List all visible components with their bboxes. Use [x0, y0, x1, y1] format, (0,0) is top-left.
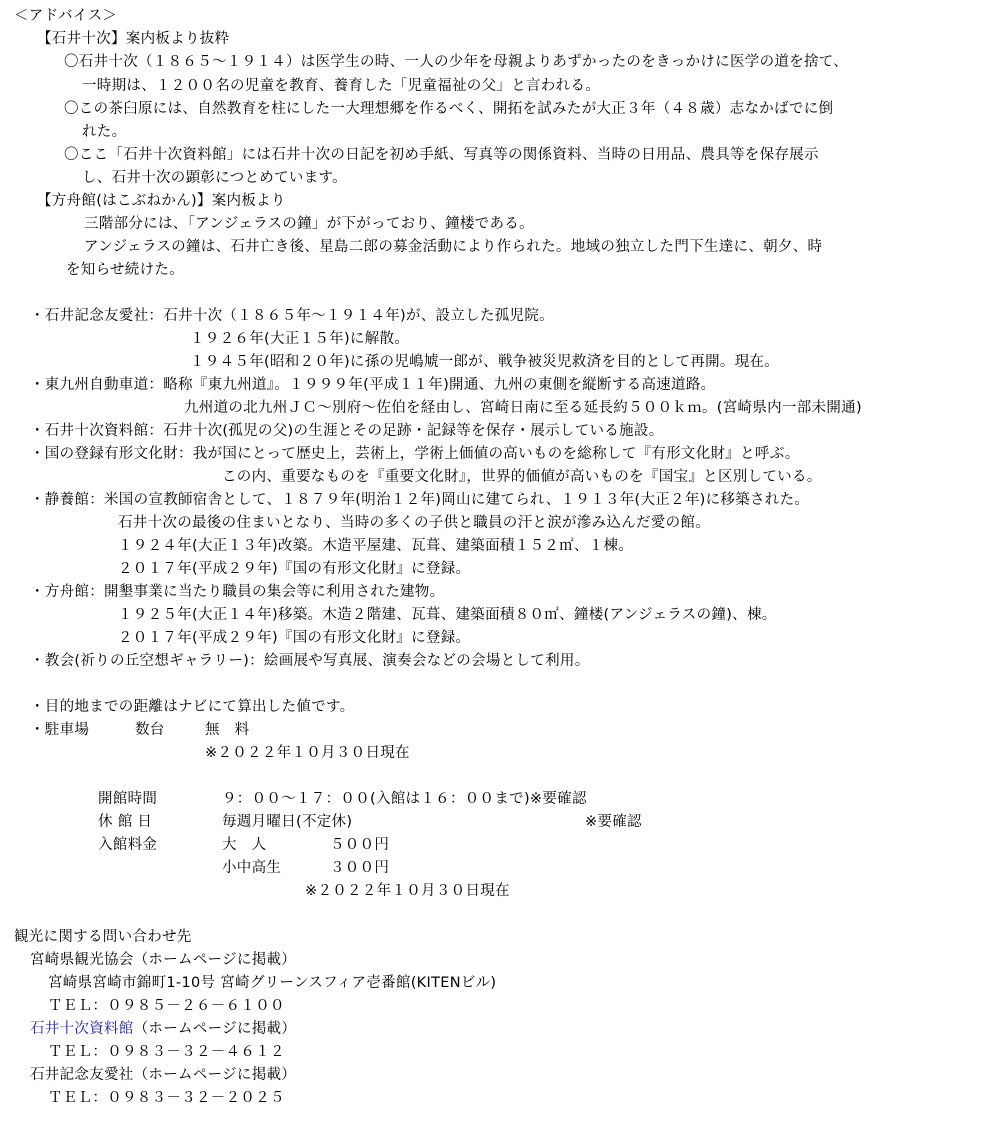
museum-link[interactable]: 石井十次資料館 [30, 1021, 134, 1037]
hakobune-board-title: 【方舟館(はこぶねかん)】案内板より [37, 193, 286, 209]
note-yuaisha-line1: ・石井記念友愛社：石井十次（１８６５年～１９１４年)が、設立した孤児院。 [30, 308, 554, 324]
hours-closed-label: 休 館 日 [98, 814, 153, 830]
contact-org3-tel: ＴＥＬ：０９８３－３２－２０２５ [48, 1090, 285, 1106]
ishii-board-p1-line2: 一時期は、１２００名の児童を教育、養育した「児童福祉の父」と言われる。 [82, 78, 600, 94]
ishii-board-p3-line2: し、石井十次の顕彰につとめています。 [82, 170, 347, 186]
ishii-board-p2-line2: れた。 [82, 124, 127, 140]
hours-open-label: 開館時間 [98, 791, 158, 807]
contact-heading: 観光に関する問い合わせ先 [14, 929, 192, 945]
note-seiyokan-line2: 石井十次の最後の住まいとなり、当時の多くの子供と職員の汗と涙が滲み込んだ愛の館。 [118, 515, 710, 531]
hakobune-board-line2: アンジェラスの鐘は、石井亡き後、星島二郎の募金活動により作られた。地域の独立した門下生達に、朝夕、時 [84, 239, 823, 255]
note-museum: ・石井十次資料館：石井十次(孤児の父)の生涯とその足跡・記録等を保存・展示している施設。 [30, 423, 664, 439]
note-yuaisha-line3: １９４５年(昭和２０年)に孫の児嶋虓一郎が、戦争被災児救済を目的として再開。現在。 [190, 354, 780, 370]
hours-fee-label: 入館料金 [98, 837, 158, 853]
hours-adult-fee: ５００円 [330, 837, 390, 853]
hours-closed-note: ※要確認 [585, 814, 642, 830]
parking-label: ・駐車場 [30, 722, 90, 738]
parking-as-of: ※２０２２年１０月３０日現在 [205, 745, 410, 761]
note-cultural-line1: ・国の登録有形文化財：我が国にとって歴史上，芸術上，学術上価値の高いものを総称して『有形文化財』と呼ぶ。 [30, 446, 800, 462]
hours-closed-value: 毎週月曜日(不定休) [222, 814, 353, 830]
parking-fee: 無 料 [205, 722, 250, 738]
contact-org2-suffix: （ホームページに掲載） [133, 1021, 297, 1037]
parking-count: 数台 [135, 722, 165, 738]
advice-heading: ＜アドバイス＞ [14, 8, 118, 24]
note-hakobune-line3: ２０１７年(平成２９年)『国の有形文化財』に登録。 [118, 630, 471, 646]
hours-adult-label: 大 人 [222, 837, 267, 853]
contact-org1-address: 宮崎県宮崎市錦町1-10号 宮崎グリーンスフィア壱番館(KITENビル) [48, 975, 497, 991]
note-seiyokan-line1: ・静養館：米国の宣教師宿舎として、１８７９年(明治１２年)岡山に建てられ、１９１３年(大正２年)に移築された。 [30, 492, 810, 508]
note-seiyokan-line3: １９２４年(大正１３年)改築。木造平屋建、瓦葺、建築面積１５２㎡、１棟。 [118, 538, 634, 554]
contact-org1-tel: ＴＥＬ：０９８５－２６－６１００ [48, 998, 285, 1014]
ishii-board-p3-line1: 〇ここ「石井十次資料館」には石井十次の日記を初め手紙、写真等の関係資料、当時の日用品、農具等を保存展示 [64, 147, 819, 163]
contact-org2-tel: ＴＥＬ：０９８３－３２－４６１２ [48, 1044, 285, 1060]
contact-org2-row [30, 1019, 296, 1039]
hours-child-label: 小中高生 [222, 860, 282, 876]
contact-org3-name: 石井記念友愛社（ホームページに掲載） [30, 1067, 297, 1083]
contact-org1-name: 宮崎県観光協会（ホームページに掲載） [30, 952, 297, 968]
note-expressway-line2: 九州道の北九州ＪＣ～別府～佐伯を経由し、宮崎日南に至る延長約５００ｋｍ。(宮崎県内一部未開通) [184, 400, 862, 416]
hakobune-board-line1: 三階部分には、「アンジェラスの鐘」が下がっており、鐘楼である。 [84, 216, 534, 232]
distance-note: ・目的地までの距離はナビにて算出した値です。 [30, 699, 355, 715]
note-expressway-line1: ・東九州自動車道：略称『東九州道』。１９９９年(平成１１年)開通、九州の東側を縦断する高速道路。 [30, 377, 716, 393]
note-yuaisha-line2: １９２６年(大正１５年)に解散。 [190, 331, 410, 347]
hours-open-value: ９：００～１７：００(入館は１６：００まで)※要確認 [222, 791, 587, 807]
note-seiyokan-line4: ２０１７年(平成２９年)『国の有形文化財』に登録。 [118, 561, 471, 577]
note-hakobune-line1: ・方舟館：開墾事業に当たり職員の集会等に利用された建物。 [30, 584, 445, 600]
ishii-board-title: 【石井十次】案内板より抜粋 [37, 31, 230, 47]
note-hakobune-line2: １９２５年(大正１４年)移築。木造２階建、瓦葺、建築面積８０㎡、鐘楼(アンジェラスの鐘)、棟。 [118, 607, 777, 623]
note-cultural-line2: この内、重要なものを『重要文化財』，世界的価値が高いものを『国宝』と区別している。 [222, 469, 822, 485]
hours-child-fee: ３００円 [330, 860, 390, 876]
hours-as-of: ※２０２２年１０月３０日現在 [305, 883, 510, 899]
ishii-board-p1-line1: 〇石井十次（１８６５～１９１４）は医学生の時、一人の少年を母親よりあずかったのをきっかけに医学の道を捨て、 [64, 54, 849, 70]
hakobune-board-line3: を知らせ続けた。 [66, 262, 184, 278]
note-church: ・教会(祈りの丘空想ギャラリー)：絵画展や写真展、演奏会などの会場として利用。 [30, 653, 590, 669]
ishii-board-p2-line1: 〇この茶臼原には、自然教育を柱にした一大理想郷を作るべく、開拓を試みたが大正３年（４８歳）志なかばでに倒 [64, 101, 834, 117]
